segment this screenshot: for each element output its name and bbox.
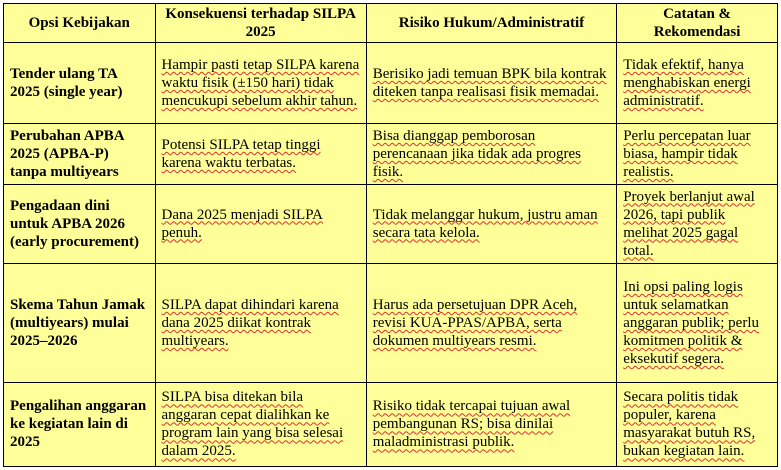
- header-konsekuensi-silpa: Konsekuensi terhadap SILPA 2025: [155, 4, 366, 43]
- risk-text: Berisiko jadi temuan BPK bila kontrak diteken tanpa realisasi fisik memadai.: [372, 65, 607, 100]
- note-text: Ini opsi paling logis untuk selamatkan anggaran publik; perlu komitmen politik & eksekutif segera.: [623, 278, 759, 367]
- consequence-text: SILPA dapat dihindari karena dana 2025 diikat kontrak multiyears.: [161, 296, 339, 349]
- risk-cell: [366, 43, 616, 124]
- consequence-cell: [155, 184, 366, 263]
- risk-text: Risiko tidak tercapai tujuan awal pembangunan RS; bisa dinilai maladministrasi publik.: [372, 398, 571, 451]
- header-opsi-kebijakan: Opsi Kebijakan: [4, 4, 156, 43]
- risk-text: Harus ada persetujuan DPR Aceh, revisi KUA-PPAS/APBA, serta dokumen multiyears resmi.: [372, 296, 578, 349]
- option-cell: [4, 123, 156, 184]
- note-text: Perlu percepatan luar biasa, hampir tidak realistis.: [623, 127, 751, 180]
- note-cell: [617, 263, 778, 382]
- consequence-text: Dana 2025 menjadi SILPA penuh.: [161, 206, 324, 241]
- option-cell: [4, 382, 156, 466]
- table-row: [4, 263, 778, 382]
- header-catatan-rekomendasi: Catatan & Rekomendasi: [617, 4, 778, 43]
- risk-cell: [366, 123, 616, 184]
- note-text: Proyek berlanjut awal 2026, tapi publik melihat 2025 gagal total.: [623, 188, 755, 259]
- note-text: Tidak efektif, hanya menghabiskan energi administratif.: [623, 56, 751, 109]
- consequence-text: SILPA bisa ditekan bila anggaran cepat dialihkan ke program lain yang bisa selesai dalam 2025.: [161, 389, 344, 460]
- option-text: Pengalihan anggaran ke kegiatan lain di 2025: [10, 398, 147, 451]
- note-cell: [617, 43, 778, 124]
- table-row: [4, 184, 778, 263]
- consequence-text: Potensi SILPA tetap tinggi karena waktu terbatas.: [161, 136, 321, 171]
- option-cell: [4, 263, 156, 382]
- option-text: Tender ulang TA 2025 (single year): [10, 65, 123, 100]
- option-text: Perubahan APBA 2025 (APBA-P) tanpa multiyears: [10, 127, 124, 180]
- note-cell: [617, 123, 778, 184]
- consequence-text: Hampir pasti tetap SILPA karena waktu fisik (±150 hari) tidak mencukupi sebelum akhir tahun.: [161, 56, 360, 109]
- consequence-cell: [155, 123, 366, 184]
- note-cell: [617, 184, 778, 263]
- risk-text: Tidak melanggar hukum, justru aman secara tata kelola.: [372, 206, 598, 241]
- note-cell: [617, 382, 778, 466]
- policy-options-table: [3, 3, 778, 467]
- table-row: [4, 123, 778, 184]
- consequence-cell: [155, 43, 366, 124]
- note-text: Secara politis tidak populer, karena masyarakat butuh RS, bukan kegiatan lain.: [623, 389, 756, 460]
- risk-cell: [366, 382, 616, 466]
- header-risiko-hukum: Risiko Hukum/Administratif: [366, 4, 616, 43]
- risk-cell: [366, 184, 616, 263]
- consequence-cell: [155, 263, 366, 382]
- table-row: [4, 43, 778, 124]
- risk-text: Bisa dianggap pemborosan perencanaan jika tidak ada progres fisik.: [372, 127, 581, 180]
- option-cell: [4, 43, 156, 124]
- option-cell: [4, 184, 156, 263]
- option-text: Pengadaan dini untuk APBA 2026 (early procurement): [10, 197, 139, 250]
- option-text: Skema Tahun Jamak (multiyears) mulai 2025–2026: [10, 296, 146, 349]
- table-header-row: [4, 4, 778, 43]
- risk-cell: [366, 263, 616, 382]
- consequence-cell: [155, 382, 366, 466]
- table-row: [4, 382, 778, 466]
